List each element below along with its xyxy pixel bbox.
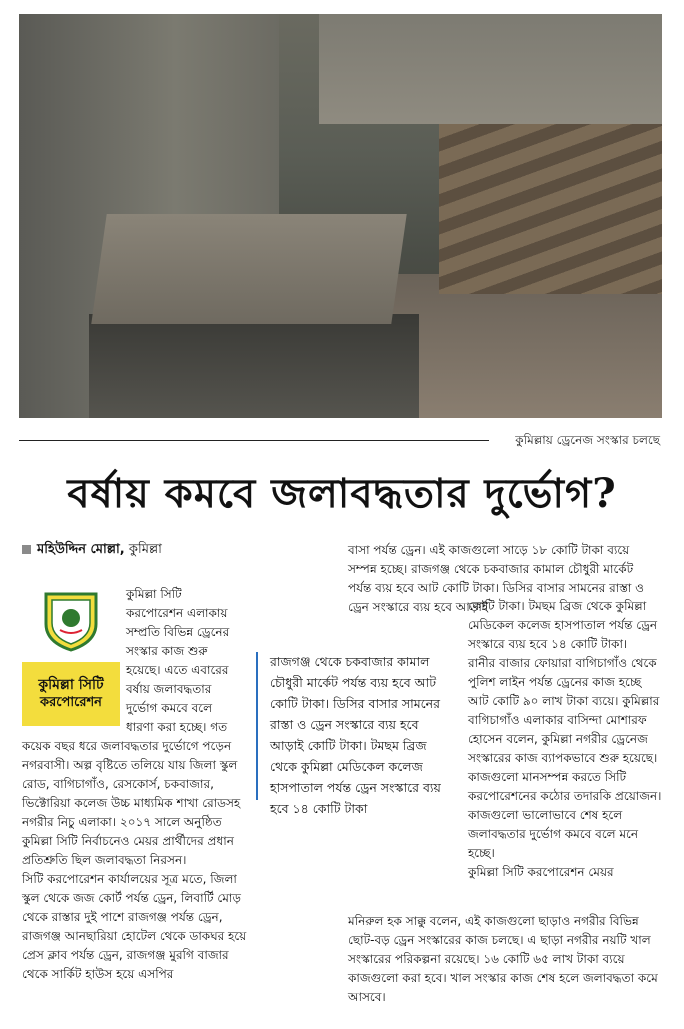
news-photo	[19, 14, 662, 418]
city-corporation-emblem-icon	[42, 590, 100, 652]
paragraph: কুমিল্লা সিটি করপোরেশন মেয়র	[468, 865, 614, 879]
photo-caption: কুমিল্লায় ড্রেনেজ সংস্কার চলছে	[515, 433, 660, 447]
column-1-bottom	[22, 737, 252, 984]
paragraph: সিটি করপোরেশন কার্যালয়ের সূত্র মতে, জিলা স্কুল থেকে জজ কোর্ট পর্যন্ত ড্রেন, লিবার্টি মোড় থেকে রাস্তার দুই পাশে রাজগঞ্জ পর্যন্ত ড্রেন, রাজগঞ্জ আনছারিয়া হোটেল থেকে ডাকঘর হয়ে প্রেস ক্লাব পর্যন্ত ড্রেন, রাজগঞ্জ মুরগি বাজার থেকে সার্কিট হাউস হয়ে এসপির	[22, 872, 247, 981]
column-4	[468, 597, 663, 882]
paragraph: বাসা পর্যন্ত ড্রেন। এই কাজগুলো সাড়ে ১৮ কোটি টাকা ব্যয়ে সম্পন্ন হচ্ছে। রাজগঞ্জ থেকে চকবাজার কামাল চৌধুরী মার্কেট পর্যন্ত ব্যয় হবে আট কোটি টাকা। ডিসির বাসার সামনের রাস্তা ও ড্রেন সংস্কারে ব্যয় হবে আড়াই	[348, 543, 645, 614]
logo-line-1: কুমিল্লা সিটি	[38, 677, 104, 694]
byline-square-icon	[22, 545, 31, 554]
headline: বর্ষায় কমবে জলাবদ্ধতার দুর্ভোগ?	[67, 470, 617, 517]
paragraph: রানীর বাজার ফোয়ারা বাগিচাগাঁও থেকে পুলিশ লাইন পর্যন্ত ড্রেনের কাজ হচ্ছে আট কোটি ৯০ লাখ টাকা ব্যয়ে। কুমিল্লার বাগিচাগাঁও এলাকার বাসিন্দা মোশারফ হোসেন বলেন, কুমিল্লা নগরীর ড্রেনেজ সংস্কারের কাজ ব্যাপকভাবে শুরু হয়েছে। কাজগুলো মানসম্পন্ন করতে সিটি করপোরেশনের কঠোর তদারকি প্রয়োজন। কাজগুলো ভালোভাবে শেষ হলে জলাবদ্ধতার দুর্ভোগ কমবে বলে মনে হচ্ছে।	[468, 656, 662, 860]
city-corporation-banner	[22, 662, 120, 726]
byline-author: মহিউদ্দিন মোল্লা,	[37, 542, 125, 557]
column-5	[348, 912, 660, 1007]
column-1-top	[126, 585, 238, 737]
city-corporation-logo-box	[22, 586, 120, 736]
paragraph: মনিরুল হক সাক্কু বলেন, এই কাজগুলো ছাড়াও নগরীর বিভিন্ন ছোট-বড় ড্রেন সংস্কারের কাজ চলছে। এ ছাড়া নগরীর নয়টি খাল সংস্কারের পরিকল্পনা রয়েছে। ১৬ কোটি ৬৫ লাখ টাকা ব্যয়ে কাজগুলো করা হবে। খাল সংস্কার কাজ শেষ হলে জলাবদ্ধতা কমে আসবে।	[348, 914, 658, 1004]
logo-line-2: করপোরেশন	[40, 694, 102, 710]
paragraph: কুমিল্লা সিটি করপোরেশন এলাকায় সম্প্রতি বিভিন্ন ড্রেনের সংস্কার কাজ শুরু হয়েছে। এতে এবারের বর্ষায় জলাবদ্ধতার দুর্ভোগ কমবে বলে ধারণা করা হচ্ছে। গত	[126, 587, 230, 734]
byline	[22, 540, 162, 561]
paragraph: কোটি টাকা। টমছম ব্রিজ থেকে কুমিল্লা মেডিকেল কলেজ হাসপাতাল পর্যন্ত ড্রেন সংস্কারে ব্যয় হবে ১৪ কোটি টাকা।	[468, 599, 658, 651]
pullquote: রাজগঞ্জ থেকে চকবাজার কামাল চৌধুরী মার্কেট পর্যন্ত ব্যয় হবে আট কোটি টাকা। ডিসির বাসার সামনের রাস্তা ও ড্রেন সংস্কারে ব্যয় হবে আড়াই কোটি টাকা। টমছম ব্রিজ থেকে কুমিল্লা মেডিকেল কলেজ হাসপাতাল পর্যন্ত ড্রেন সংস্কারে ব্যয় হবে ১৪ কোটি টাকা	[270, 654, 441, 816]
byline-place: কুমিল্লা	[128, 542, 162, 557]
paragraph: কয়েক বছর ধরে জলাবদ্ধতার দুর্ভোগে পড়েন নগরবাসী। অল্প বৃষ্টিতে তলিয়ে যায় জিলা স্কুল রোড, বাগিচাগাঁও, রেসকোর্স, চকবাজার, ভিক্টোরিয়া কলেজ উচ্চ মাধ্যমিক শাখা রোডসহ নগরীর নিচু এলাকা। ২০১৭ সালে অনুষ্ঠিত কুমিল্লা সিটি নির্বাচনেও মেয়র প্রার্থীদের প্রধান প্রতিশ্রুতি ছিল জলাবদ্ধতা নিরসন।	[22, 739, 241, 867]
pullquote-bar	[256, 652, 258, 800]
caption-rule	[19, 440, 489, 441]
